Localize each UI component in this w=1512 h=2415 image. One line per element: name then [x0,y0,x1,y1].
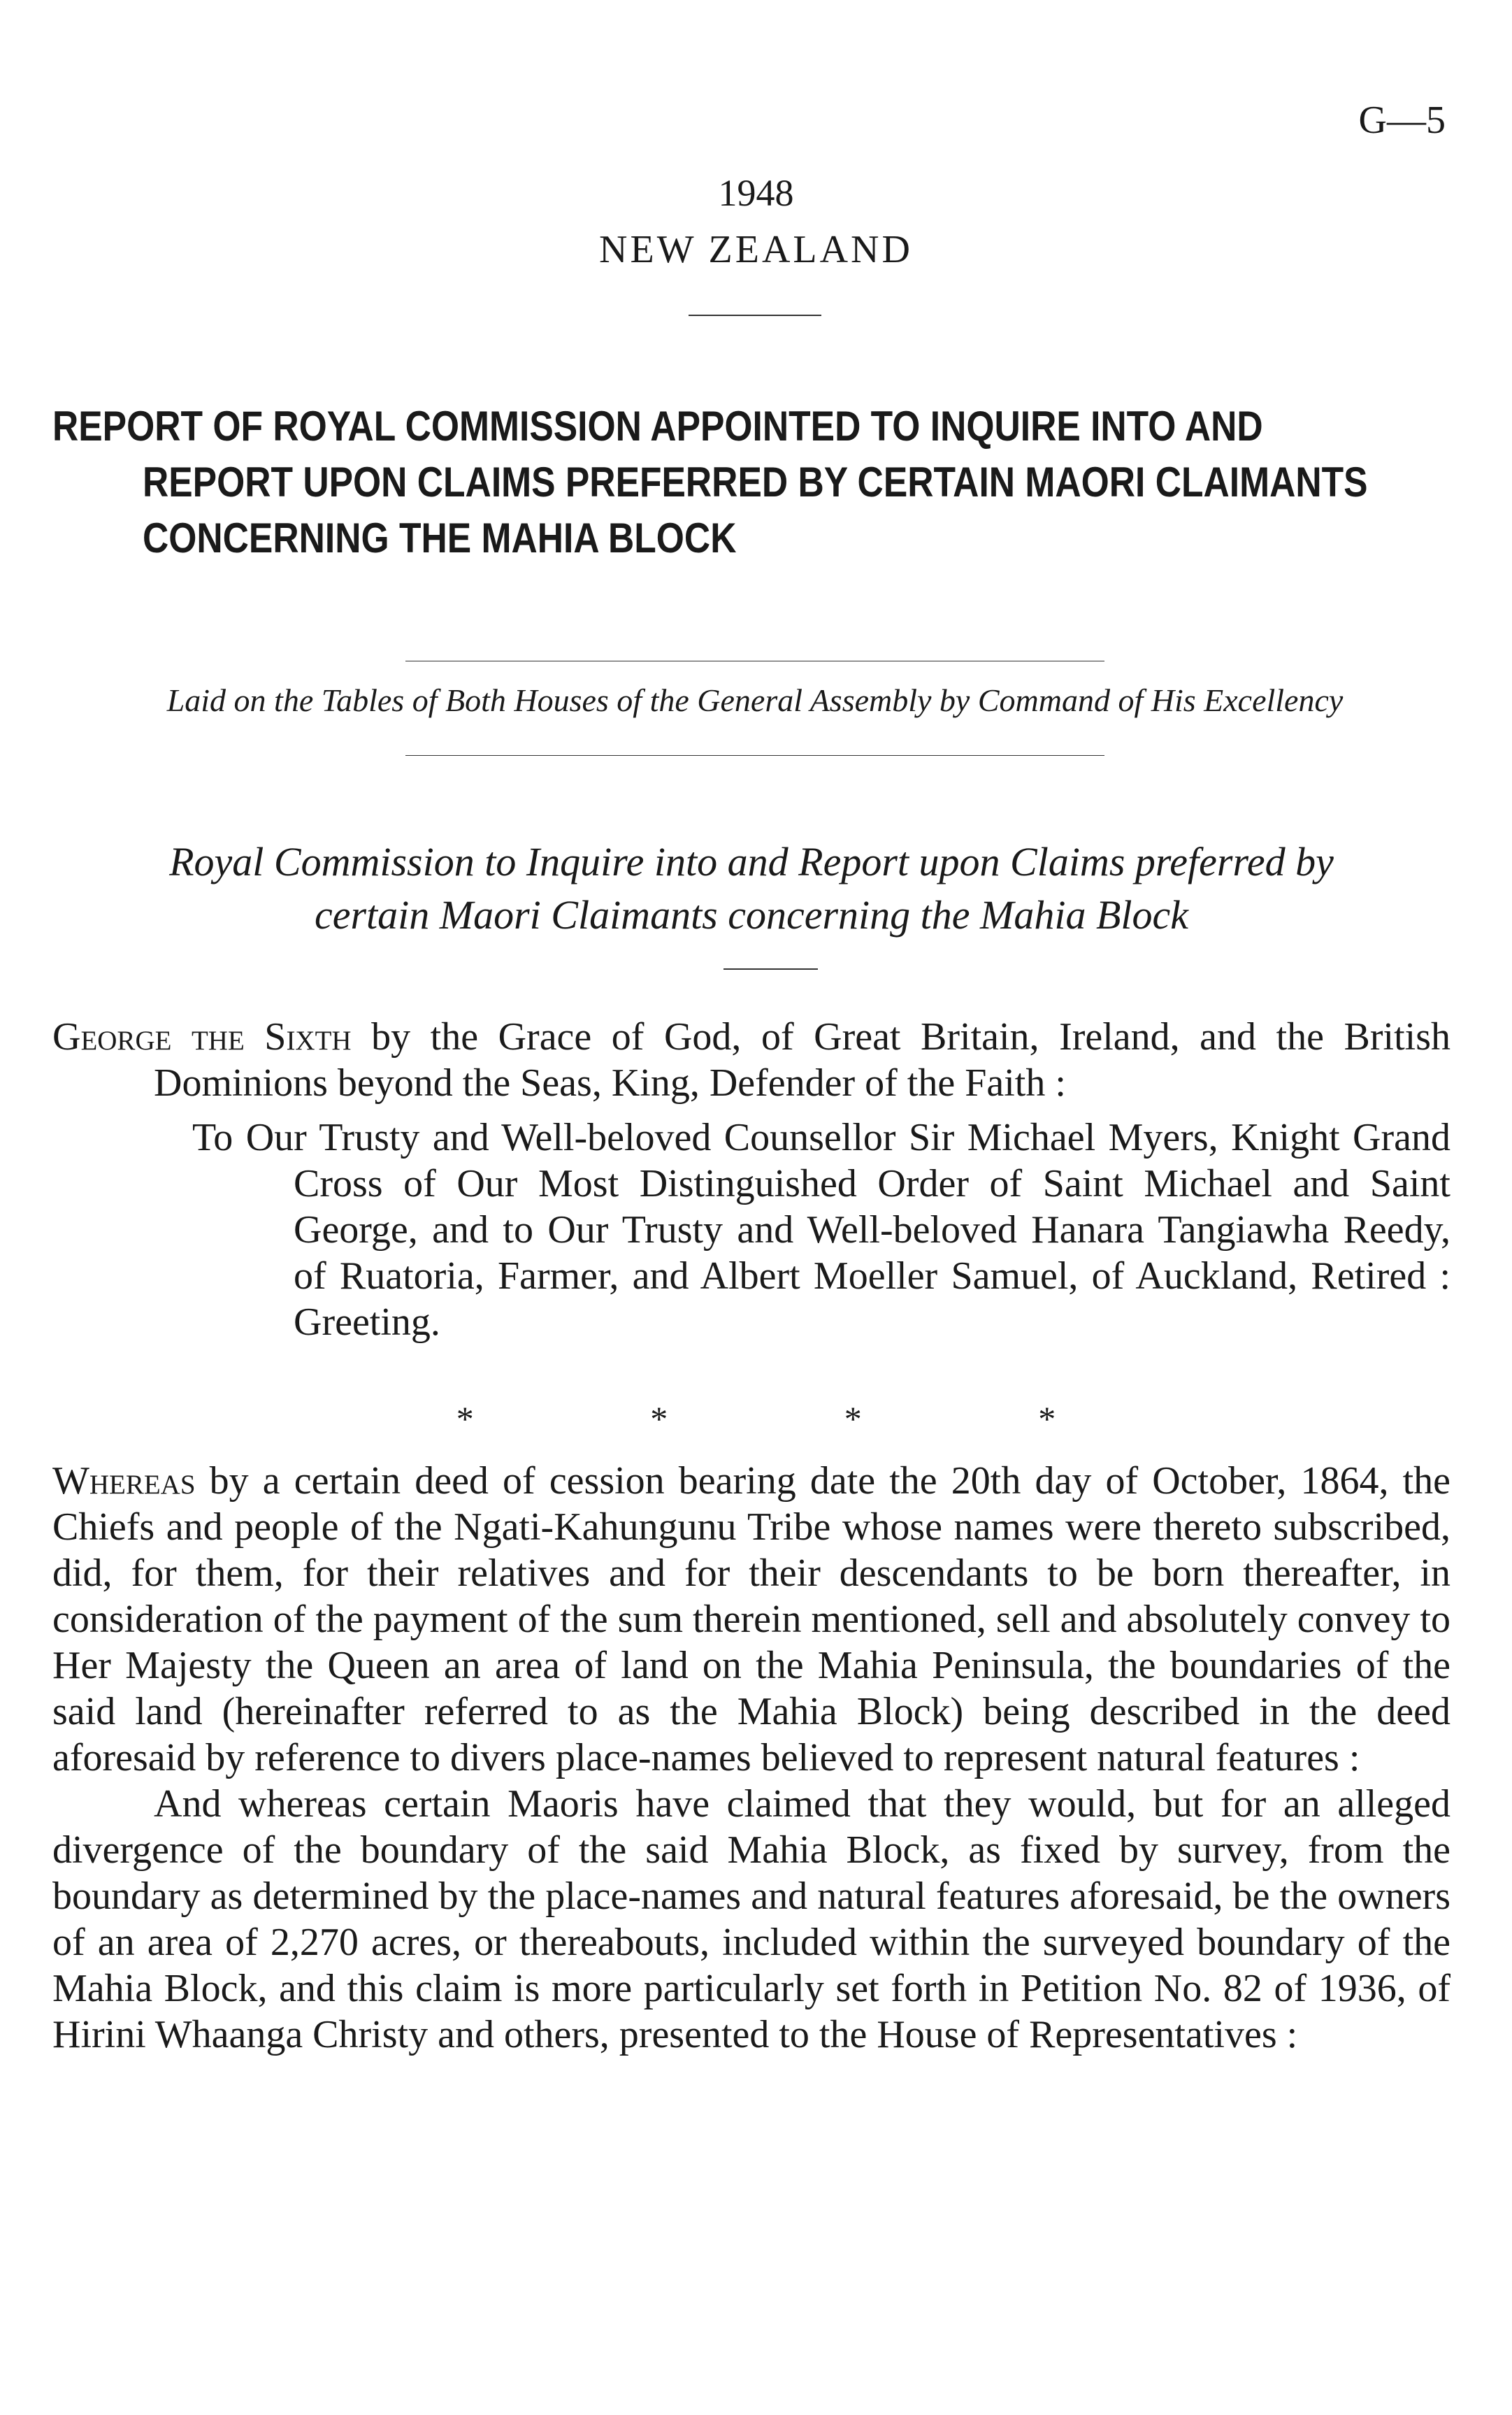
laid-notice-bottom-rule [405,755,1104,756]
king-paragraph [52,1014,1450,1106]
commission-subtitle-line-2: certain Maori Claimants concerning the Mahia Block [314,892,1188,938]
whereas-lead: Whereas [52,1459,196,1503]
report-title-line-1: REPORT OF ROYAL COMMISSION APPOINTED TO INQUIRE INTO AND [52,403,1263,450]
commission-subtitle [52,836,1450,942]
header-divider [689,315,821,316]
king-style: by the Grace of God, of Great Britain, Ireland, and the British Dominions beyond the Seas, King, Defender of the Faith : [154,1015,1450,1105]
king-name: George the Sixth [52,1015,352,1059]
report-title [52,399,1368,566]
whereas-paragraph-2: And whereas certain Maoris have claimed that they would, but for an alleged divergence of the boundary of the said Mahia Block, as fixed by survey, from the boundary as determined by the place-names and natural features aforesaid, be the owners of an area of 2,270 acres, or thereabouts, included within the surveyed boundary of the Mahia Block, and this claim is more particularly set forth in Petition No. 82 of 1936, of Hirini Whaanga Christy and others, presented to the House of Representatives : [52,1782,1450,2056]
document-country: NEW ZEALAND [599,228,913,271]
subtitle-divider [723,968,818,970]
royal-address [52,1014,1450,1345]
commission-subtitle-line-1: Royal Commission to Inquire into and Report upon Claims preferred by [169,839,1334,884]
report-title-line-2: REPORT UPON CLAIMS PREFERRED BY CERTAIN MAORI CLAIMANTS [143,459,1368,506]
whereas-paragraph-1-text: by a certain deed of cession bearing date the 20th day of October, 1864, the Chiefs and people of the Ngati-Kahungunu Tribe whose names were thereto subscribed, did, for them, for their relatives and for their descendants to be born thereafter, in consideration of the payment of the sum therein mentioned, sell and absolutely convey to Her Majesty the Queen an area of land on the Mahia Peninsula, the boundaries of the said land (hereinafter referred to as the Mahia Block) being described in the deed aforesaid by reference to divers place-names believed to represent natural features : [52,1459,1450,1779]
whereas-section [52,1458,1450,2058]
document-code: G—5 [1358,99,1446,142]
report-title-line-3: CONCERNING THE MAHIA BLOCK [143,515,737,561]
addressees-paragraph: To Our Trusty and Well-beloved Counsellor Sir Michael Myers, Knight Grand Cross of Our Most Distinguished Order of Saint Michael and Saint George, and to Our Trusty and Well-beloved Hanara Tangiawha Reedy, of Ruatoria, Farmer, and Albert Moeller Samuel, of Auckland, Retired : Greeting. [192,1116,1450,1344]
whereas-paragraph-1 [52,1458,1450,1781]
laid-notice: Laid on the Tables of Both Houses of the General Assembly by Command of His Excellency [166,682,1344,718]
section-break-stars: * * * * [456,1399,1140,1438]
document-year: 1948 [718,172,794,214]
